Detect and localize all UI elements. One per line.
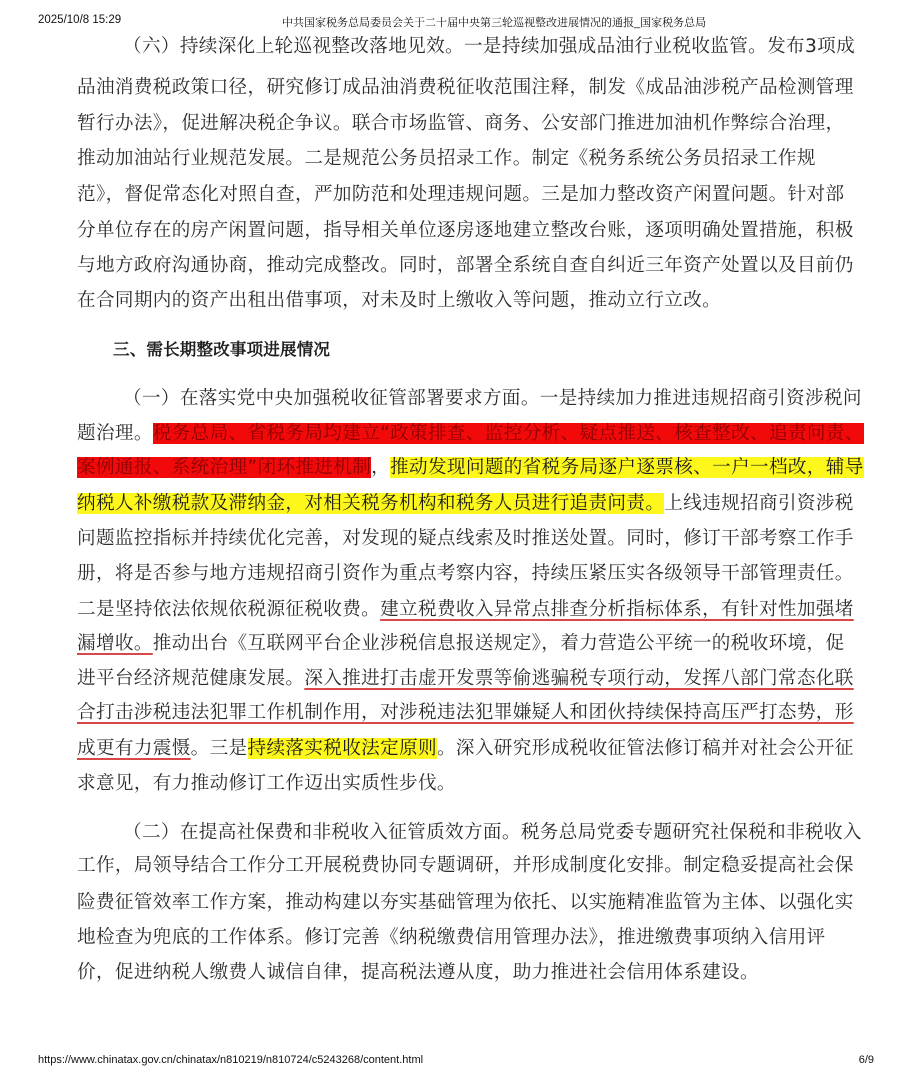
yellow-highlighted-text: 纳税人补缴税款及滞纳金，对相关税务机构和税务人员进行追责问责。 [77, 493, 665, 514]
text-segment: 工作，局领导结合工作分工开展税费协同专题调研，并形成制度化安排。制定稳妥提高社会保 [77, 855, 854, 876]
yellow-highlighted-text: 持续落实税收法定原则 [247, 738, 437, 759]
text-segment: 问题监控指标并持续优化完善，对发现的疑点线索及时推送处置。同时，修订干部考察工作手 [77, 528, 854, 549]
text-segment: 推动出台《互联网平台企业涉税信息报送规定》，着力营造公平统一的税收环境，促 [152, 633, 845, 654]
text-line [77, 421, 864, 447]
red-highlighted-text: 案例通报、系统治理”闭环推进机制 [77, 457, 372, 478]
text-segment: 二是坚持依法依规依税源征税收费。 [77, 599, 381, 620]
text-segment: 。三是 [190, 738, 248, 759]
text-line [77, 853, 854, 879]
text-segment: 在合同期内的资产出租出借事项，对未及时上缴收入等问题，推动立行立改。 [77, 290, 722, 311]
underlined-text: 成更有力震慑 [77, 738, 191, 759]
print-footer [0, 1054, 904, 1070]
text-segment: 上线违规招商引资涉税 [664, 493, 854, 514]
yellow-highlighted-text: 推动发现问题的省税务局逐户逐票核、一户一档改，辅导 [390, 457, 864, 478]
section-heading [77, 337, 873, 363]
page-url: https://www.chinatax.gov.cn/chinatax/n810219/n810724/c5243268/content.html [38, 1054, 424, 1066]
text-line [77, 736, 854, 762]
document-title: 中共国家税务总局委员会关于二十届中央第三轮巡视整改进展情况的通报_国家税务总局 [282, 17, 707, 29]
text-line [77, 75, 854, 101]
text-segment: 地检查为兜底的工作体系。修订完善《纳税缴费信用管理办法》，推进缴费事项纳入信用评 [77, 927, 826, 948]
text-segment: ， [371, 457, 391, 478]
underlined-text: 建立税费收入异常点排查分析指标体系，有针对性加强堵 [380, 599, 854, 620]
text-line [77, 666, 854, 692]
text-line [77, 597, 854, 623]
text-segment: 求意见，有力推动修订工作迈出实质性步伐。 [77, 773, 456, 794]
underlined-text: 漏增收。 [77, 633, 153, 654]
text-line [77, 491, 854, 517]
page-number: 6/9 [858, 1054, 874, 1066]
text-segment: 暂行办法》，促进解决税企争议。联合市场监管、商务、公安部门推进加油机作弊综合治理， [77, 113, 845, 134]
text-line [77, 34, 883, 60]
text-line [77, 631, 845, 657]
text-line [77, 111, 845, 137]
text-line [77, 526, 854, 552]
underlined-text: 深入推进打击虚开发票等偷逃骗税专项行动，发挥八部门常态化联 [304, 668, 854, 689]
text-segment: 进平台经济规范健康发展。 [77, 668, 305, 689]
text-line [77, 925, 837, 951]
text-line [77, 700, 854, 726]
text-line [77, 771, 837, 797]
text-segment: 三、需长期整改事项进展情况 [113, 340, 331, 359]
text-line [77, 890, 854, 916]
text-segment: 险费征管效率工作方案，推动构建以夯实基础管理为依托、以实施精准监管为主体、以强化实 [77, 892, 854, 913]
text-segment: 范》，督促常态化对照自查，严加防范和处理违规问题。三是加力整改资产闲置问题。针对部 [77, 184, 845, 205]
text-segment: 。深入研究形成税收征管法修订稿并对社会公开征 [436, 738, 854, 759]
text-segment: 与地方政府沟通协商，推动完成整改。同时，部署全系统自查自纠近三年资产处置以及目前仍 [77, 255, 854, 276]
text-segment: （一）在落实党中央加强税收征管部署要求方面。一是持续加力推进违规招商引资涉税问 [123, 388, 862, 409]
red-highlighted-text: 税务总局、省税务局均建立“政策排查、监控分析、疑点推送、核查整改、追责问责、 [152, 423, 864, 444]
text-line [77, 386, 883, 412]
print-header [0, 14, 904, 30]
text-line [77, 455, 864, 481]
text-line [77, 218, 854, 244]
text-segment: 推动加油站行业规范发展。二是规范公务员招录工作。制定《税务系统公务员招录工作规 [77, 148, 816, 169]
text-segment: 品油消费税政策口径，研究修订成品油消费税征收范围注释，制发《成品油涉税产品检测管理 [77, 77, 854, 98]
text-line [77, 288, 837, 314]
text-segment: 价，促进纳税人缴费人诚信自律，提高税法遵从度，助力推进社会信用体系建设。 [77, 962, 759, 983]
underlined-text: 合打击涉税违法犯罪工作机制作用，对涉税违法犯罪嫌疑人和团伙持续保持高压严打态势，形 [77, 702, 854, 723]
text-segment: （六）持续深化上轮巡视整改落地见效。一是持续加强成品油行业税收监管。发布3项成 [123, 36, 856, 57]
text-line [77, 820, 883, 846]
text-line [77, 182, 845, 208]
text-line [77, 253, 854, 279]
text-segment: 题治理。 [77, 423, 153, 444]
text-line [77, 960, 837, 986]
text-segment: 册，将是否参与地方违规招商引资作为重点考察内容，持续压紧压实各级领导干部管理责任。 [77, 563, 854, 584]
text-line [77, 146, 837, 172]
print-datetime: 2025/10/8 15:29 [38, 14, 122, 26]
text-segment: （二）在提高社保费和非税收入征管质效方面。税务总局党委专题研究社保税和非税收入 [123, 822, 862, 843]
text-line [77, 561, 854, 587]
text-segment: 分单位存在的房产闲置问题，指导相关单位逐房逐地建立整改台账，逐项明确处置措施，积极 [77, 220, 854, 241]
